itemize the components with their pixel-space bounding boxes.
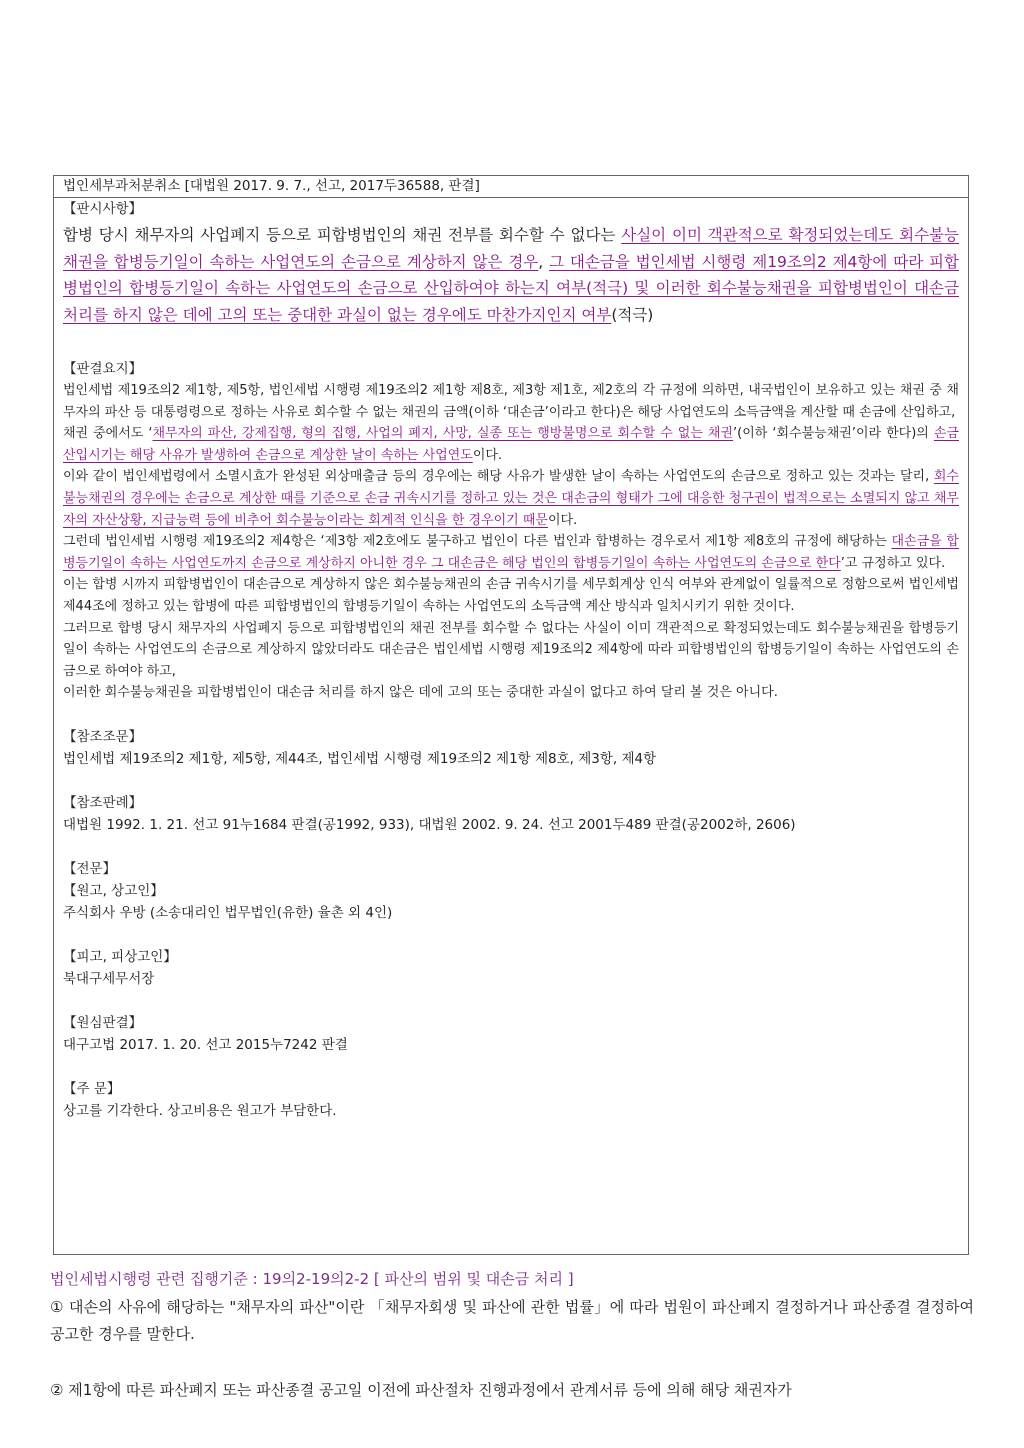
ref-cases-text: 대법원 1992. 1. 21. 선고 91누1684 판결(공1992, 933), 대법원 2002. 9. 24. 선고 2001두489 판결(공2002하, 2606) (63, 816, 796, 833)
summary-paragraph (63, 531, 959, 574)
text-segment: 그러므로 합병 당시 채무자의 사업폐지 등으로 피합병법인의 채권 전부를 회수할 수 없다는 사실이 이미 객관적으로 확정되었는데도 회수불능채권을 합병등기일이 속하는 사업연도의 손금으로 계상하지 않았더라도 대손금은 법인세법 시행령 제19조의2 제4항에 따라 피합병법인의 합병등기일이 속하는 사업연도의 손금으로 하여야 하고, (63, 620, 959, 679)
highlighted-phrase: 회수불능채권의 경우에는 손금으로 계상한 때를 기준으로 손금 귀속시기를 정하고 있는 것은 대손금의 형태가 그에 대응한 청구권이 법적으로는 소멸되지 않고 채무자의 자산상황, 지급능력 등에 비추어 회수불능이라는 회계적 인식을 한 경우이기 때문 (63, 469, 959, 528)
lower-court-heading: 【원심판결】 (63, 1014, 143, 1031)
text-segment: 이러한 회수불능채권을 피합병법인이 대손금 처리를 하지 않은 데에 고의 또는 중대한 과실이 없다고 하여 달리 볼 것은 아니다. (63, 685, 778, 701)
text-segment: 그런데 법인세법 시행령 제19조의2 제4항은 ‘제3항 제2호에도 불구하고 법인이 다른 법인과 합병하는 경우로서 제1항 제8호의 규정에 해당하는 (63, 534, 892, 550)
full-text-heading: 【전문】 (63, 860, 117, 877)
execution-standard-item-1: ① 대손의 사유에 해당하는 "채무자의 파산"이란 「채무자회생 및 파산에 관한 법률」에 따라 법원이 파산폐지 결정하거나 파산종결 결정하여 공고한 경우를 말한다. (50, 1298, 974, 1343)
highlighted-phrase: 그 대손금을 법인세법 시행령 제19조의2 제4항에 따라 피합병법인의 합병등기일이 속하는 사업연도의 손금으로 산입하여야 하는지 여부(적극) 및 이러한 회수불능채권을 피합병법인이 대손금 처리를 하지 않은 데에 고의 또는 중대한 과실이 없는 경우에도 마찬가지인지 여부 (63, 252, 959, 324)
text-segment: ’(이하 ‘회수불능채권’이라 한다)의 (733, 426, 934, 442)
plaintiff-text: 주식회사 우방 (소송대리인 법무법인(유한) 율촌 외 4인) (63, 904, 393, 921)
summary-paragraph (63, 380, 959, 423)
case-title: 법인세부과처분취소 [대법원 2017. 9. 7., 선고, 2017두36588, 판결] (54, 176, 968, 198)
judgment-body (54, 198, 968, 1122)
judgment-box (53, 175, 969, 1255)
summary-paragraph (63, 574, 959, 617)
ref-articles-text: 법인세법 제19조의2 제1항, 제5항, 제44조, 법인세법 시행령 제19조의2 제1항 제8호, 제3항, 제4항 (63, 750, 657, 767)
summary-paragraph (63, 618, 959, 683)
defendant-text: 북대구세무서장 (63, 970, 155, 987)
summary-paragraphs (63, 380, 959, 704)
text-segment: 이는 합병 시까지 피합병법인이 대손금으로 계상하지 않은 회수불능채권의 손금 귀속시기를 세무회계상 인식 여부와 관계없이 일률적으로 정함으로써 법인세법 제44조에 정하고 있는 합병에 따른 피합병법인의 합병등기일이 속하는 사업연도의 소득금액 계산 방식과 일치시키기 위한 것이다. (63, 577, 959, 614)
highlighted-phrase: 손금 산입시기는 해당 사유가 발생하여 손금으로 계상한 날이 속하는 사업연도 (63, 426, 959, 463)
text-segment: (적극) (611, 305, 654, 324)
ref-cases-heading: 【참조판례】 (63, 794, 143, 811)
text-segment: ’고 규정하고 있다. (840, 555, 946, 571)
text-segment: 채권 중에서도 ‘ (63, 426, 153, 442)
lower-court-text: 대구고법 2017. 1. 20. 선고 2015누7242 판결 (63, 1036, 348, 1053)
text-segment: , (538, 252, 550, 271)
summary-paragraph (63, 423, 959, 466)
highlighted-phrase: 채무자의 파산, 강제집행, 형의 집행, 사업의 폐지, 사망, 실종 또는 행방불명으로 회수할 수 없는 채권 (152, 426, 734, 442)
disposition-heading: 【주 문】 (63, 1080, 121, 1097)
text-segment: 이와 같이 법인세법령에서 소멸시효가 완성된 외상매출금 등의 경우에는 해당 사유가 발생한 날이 속하는 사업연도의 손금으로 정하고 있는 것과는 달리, (63, 469, 934, 485)
highlighted-phrase: 사실이 이미 객관적으로 확정되었는데도 회수불능채권을 합병등기일이 속하는 사업연도의 손금으로 계상하지 않은 경우 (63, 226, 959, 271)
text-segment: 이다. (548, 512, 578, 528)
highlighted-phrase: 대손금을 합병등기일이 속하는 사업연도까지 손금으로 계상하지 아니한 경우 그 대손금은 해당 법인의 합병등기일이 속하는 사업연도의 손금으로 한다 (63, 534, 959, 571)
text-segment: 법인세법 제19조의2 제1항, 제5항, 법인세법 시행령 제19조의2 제1항 제8호, 제3항 제1호, 제2호의 각 규정에 의하면, 내국법인이 보유하고 있는 채권 중 채무자의 파산 등 대통령령으로 정하는 사유로 회수할 수 없는 채권의 금액(이하 ‘대손금’이라고 한다)은 해당 사업연도의 소득금액을 계산할 때 손금에 산입하고, (63, 383, 959, 420)
text-segment: 이다. (472, 447, 503, 463)
disposition-text: 상고를 기각한다. 상고비용은 원고가 부담한다. (63, 1102, 337, 1119)
summary-paragraph (63, 466, 959, 531)
summary-heading: 【판결요지】 (63, 361, 143, 377)
ref-articles-heading: 【참조조문】 (63, 728, 143, 745)
defendant-heading: 【피고, 피상고인】 (63, 948, 177, 965)
issue-heading: 【판시사항】 (63, 201, 143, 217)
text-segment: 합병 당시 채무자의 사업폐지 등으로 피합병법인의 채권 전부를 회수할 수 없다는 (63, 226, 622, 244)
execution-standard-item-2: ② 제1항에 따른 파산폐지 또는 파산종결 공고일 이전에 파산절차 진행과정에서 관계서류 등에 의해 해당 채권자가 (50, 1381, 792, 1399)
summary-paragraph (63, 682, 959, 704)
plaintiff-heading: 【원고, 상고인】 (63, 882, 164, 899)
issue-text (63, 222, 959, 328)
execution-standard-title: 법인세법시행령 관련 집행기준 : 19의2-19의2-2 [ 파산의 범위 및 대손금 처리 ] (50, 1270, 574, 1288)
